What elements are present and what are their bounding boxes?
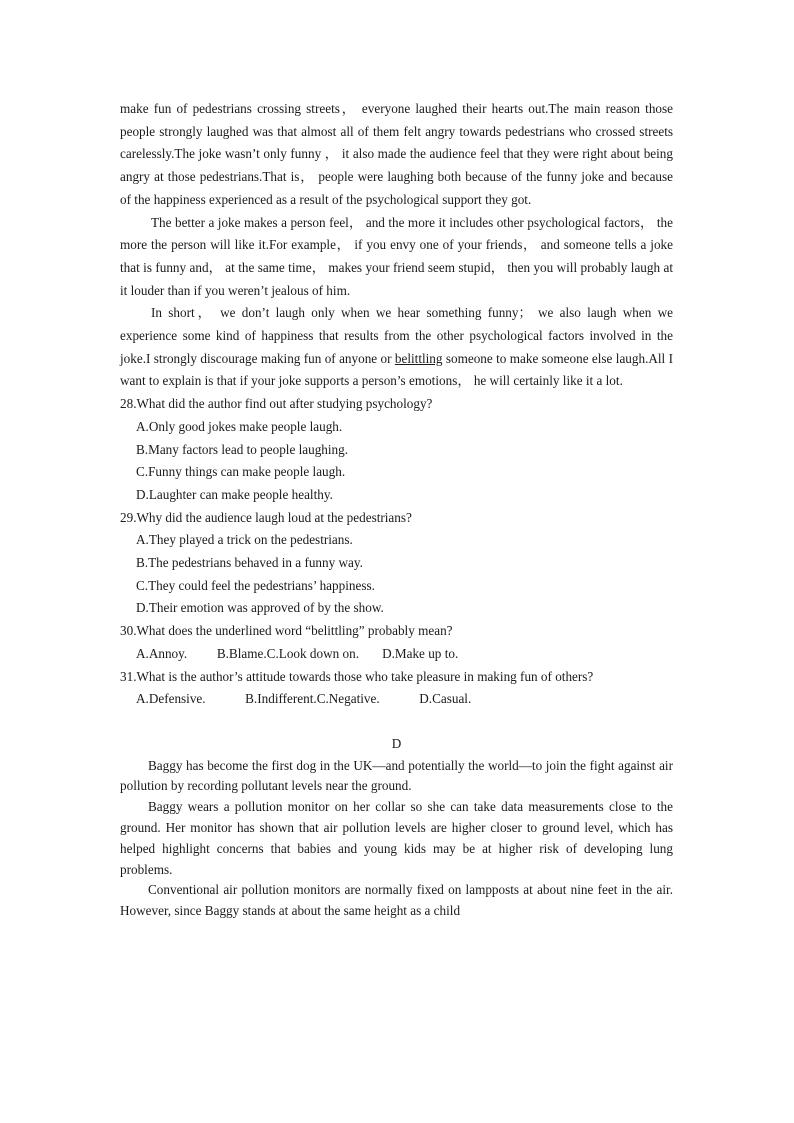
question-31 (120, 666, 673, 711)
question-30 (120, 620, 673, 665)
question-31-option-a: A.Defensive. (136, 691, 206, 707)
question-30-options (120, 643, 673, 666)
section-title: D (391, 735, 402, 751)
passage-c-paragraph-2: The better a joke makes a person feel， and the more it includes other psychological factors， the more the person will like it.For example， if you envy one of your friends， and someone tells a joke that is funny and， at the same time， makes your friend seem stupid， then you will probably laugh at it louder than if you weren’t jealous of him. (120, 214, 673, 298)
question-31-option-d: D.Casual. (419, 691, 472, 707)
question-30-option-a: A.Annoy. (136, 645, 188, 661)
question-31-stem: 31.What is the author’s attitude towards those who take pleasure in making fun of others? (120, 668, 594, 684)
question-29-option-d: D.Their emotion was approved of by the show. (136, 600, 384, 616)
question-30-stem: 30.What does the underlined word “belittling” probably mean? (120, 623, 453, 639)
question-30-option-d: D.Make up to. (382, 645, 459, 661)
exam-page (120, 98, 673, 922)
paragraph-3-text-end: someone to make someone else laugh.All I want to explain is that if your joke supports a person’s emotions， he will certainly like it a lot. (120, 350, 673, 389)
passage-c-paragraph-1: make fun of pedestrians crossing streets， everyone laughed their hearts out.The main reason those people strongly laughed was that almost all of them felt angry towards pedestrians who crossed streets carelessly.The joke wasn’t only funny ， it also made the audience feel that they were right about being angry at those pedestrians.That is， people were laughing both because of the funny joke and because of the happiness experienced as a result of the psychological support they got. (120, 101, 673, 207)
question-29 (120, 507, 673, 621)
question-28-option-a: A.Only good jokes make people laugh. (136, 418, 343, 434)
question-30-option-c: C.Look down on. (266, 645, 359, 661)
question-29-option-a: A.They played a trick on the pedestrians. (136, 532, 353, 548)
question-28-option-d: D.Laughter can make people healthy. (136, 486, 333, 502)
passage-d-paragraph-2: Baggy wears a pollution monitor on her collar so she can take data measurements close to the ground. Her monitor has shown that air pollution levels are higher closer to ground level, which has helped highlight concerns that babies and young kids may be at higher risk of developing lung problems. (120, 799, 673, 877)
question-28-option-c: C.Funny things can make people laugh. (136, 464, 346, 480)
passage-d-paragraph-1: Baggy has become the first dog in the UK—and potentially the world—to join the fight against air pollution by recording pollutant levels near the ground. (120, 757, 673, 794)
question-28-option-b: B.Many factors lead to people laughing. (136, 441, 349, 457)
question-30-option-b: B.Blame. (216, 645, 267, 661)
passage-d-paragraph-3: Conventional air pollution monitors are normally fixed on lampposts at about nine feet in the air. However, since Baggy stands at about the same height as a child (120, 882, 673, 919)
question-31-option-b: B.Indifferent. (245, 691, 317, 707)
passage-c-paragraph-3 (120, 302, 673, 393)
question-29-stem: 29.Why did the audience laugh loud at the pedestrians? (120, 509, 412, 525)
question-29-option-b: B.The pedestrians behaved in a funny way. (136, 555, 363, 571)
question-28-stem: 28.What did the author find out after studying psychology? (120, 396, 433, 412)
question-31-option-c: C.Negative. (316, 691, 380, 707)
question-29-option-c: C.They could feel the pedestrians’ happiness. (136, 577, 375, 593)
question-31-options (120, 688, 673, 711)
underlined-word: belittling (394, 350, 443, 366)
paragraph-3-text-start: In short， we don’t laugh only when we hear something funny； we also laugh when we experience some kind of happiness that results from the other psychological factors involved in the joke.I strongly discourage making fun of anyone or (120, 305, 673, 366)
question-28 (120, 393, 673, 507)
